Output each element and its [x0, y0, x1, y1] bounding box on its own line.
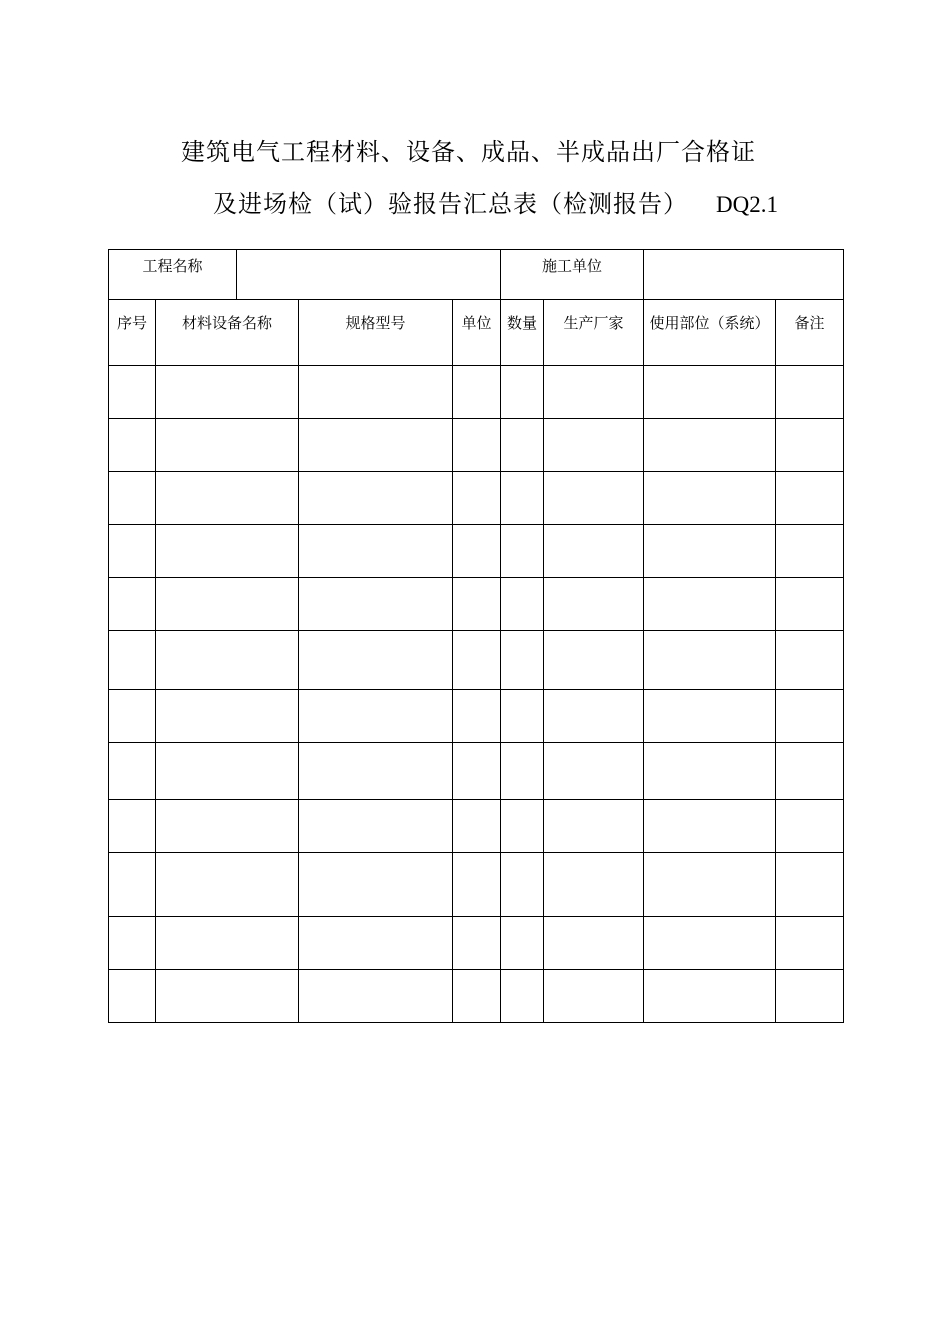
cell-material-name[interactable]	[156, 472, 299, 525]
cell-usage-location[interactable]	[644, 578, 776, 631]
cell-serial[interactable]	[109, 525, 156, 578]
cell-specification[interactable]	[299, 970, 453, 1023]
cell-remarks[interactable]	[776, 970, 844, 1023]
info-row	[109, 250, 844, 300]
construction-unit-label-cell	[501, 250, 644, 300]
table-row	[109, 917, 844, 970]
cell-quantity[interactable]	[501, 631, 544, 690]
cell-quantity[interactable]	[501, 419, 544, 472]
cell-unit[interactable]	[453, 366, 501, 419]
column-header	[156, 300, 299, 366]
cell-remarks[interactable]	[776, 631, 844, 690]
cell-manufacturer[interactable]	[544, 743, 644, 800]
cell-usage-location[interactable]	[644, 472, 776, 525]
cell-unit[interactable]	[453, 578, 501, 631]
cell-quantity[interactable]	[501, 743, 544, 800]
table-row	[109, 578, 844, 631]
cell-remarks[interactable]	[776, 472, 844, 525]
table-row	[109, 690, 844, 743]
cell-material-name[interactable]	[156, 578, 299, 631]
cell-quantity[interactable]	[501, 578, 544, 631]
cell-specification[interactable]	[299, 578, 453, 631]
project-name-value	[237, 250, 500, 255]
cell-material-name[interactable]	[156, 690, 299, 743]
cell-serial[interactable]	[109, 631, 156, 690]
cell-serial[interactable]	[109, 419, 156, 472]
cell-unit[interactable]	[453, 743, 501, 800]
table-row	[109, 800, 844, 853]
cell-serial[interactable]	[109, 970, 156, 1023]
cell-specification[interactable]	[299, 419, 453, 472]
construction-unit-field[interactable]	[644, 250, 844, 300]
cell-serial[interactable]	[109, 578, 156, 631]
document-title-line-1: 建筑电气工程材料、设备、成品、半成品出厂合格证	[181, 138, 756, 166]
cell-specification[interactable]	[299, 800, 453, 853]
cell-serial[interactable]	[109, 366, 156, 419]
table-row	[109, 366, 844, 419]
table-row	[109, 743, 844, 800]
cell-material-name[interactable]	[156, 800, 299, 853]
cell-remarks[interactable]	[776, 800, 844, 853]
cell-usage-location[interactable]	[644, 917, 776, 970]
column-header	[109, 300, 156, 366]
cell-specification[interactable]	[299, 366, 453, 419]
table-row	[109, 631, 844, 690]
cell-quantity[interactable]	[501, 472, 544, 525]
cell-manufacturer[interactable]	[544, 366, 644, 419]
cell-remarks[interactable]	[776, 366, 844, 419]
cell-quantity[interactable]	[501, 690, 544, 743]
cell-usage-location[interactable]	[644, 800, 776, 853]
cell-specification[interactable]	[299, 472, 453, 525]
cell-unit[interactable]	[453, 525, 501, 578]
cell-usage-location[interactable]	[644, 690, 776, 743]
cell-quantity[interactable]	[501, 917, 544, 970]
cell-manufacturer[interactable]	[544, 970, 644, 1023]
column-header	[453, 300, 501, 366]
cell-material-name[interactable]	[156, 853, 299, 917]
cell-quantity[interactable]	[501, 853, 544, 917]
construction-unit-label: 施工单位	[542, 257, 603, 275]
column-header	[544, 300, 644, 366]
cell-manufacturer[interactable]	[544, 800, 644, 853]
column-header-row	[109, 300, 844, 366]
cell-usage-location[interactable]	[644, 525, 776, 578]
cell-material-name[interactable]	[156, 917, 299, 970]
cell-quantity[interactable]	[501, 366, 544, 419]
cell-usage-location[interactable]	[644, 970, 776, 1023]
cell-remarks[interactable]	[776, 578, 844, 631]
document-title-line-2	[213, 184, 778, 219]
cell-unit[interactable]	[453, 970, 501, 1023]
cell-unit[interactable]	[453, 631, 501, 690]
table-row	[109, 472, 844, 525]
cell-manufacturer[interactable]	[544, 578, 644, 631]
column-header-usage-location: 使用部位（系统）	[649, 314, 770, 332]
cell-remarks[interactable]	[776, 690, 844, 743]
cell-unit[interactable]	[453, 853, 501, 917]
cell-unit[interactable]	[453, 690, 501, 743]
table-row	[109, 853, 844, 917]
cell-quantity[interactable]	[501, 525, 544, 578]
column-header	[776, 300, 844, 366]
cell-manufacturer[interactable]	[544, 853, 644, 917]
construction-unit-value	[644, 250, 843, 255]
form-code: DQ2.1	[716, 192, 778, 217]
column-header	[644, 300, 776, 366]
column-header-quantity: 数量	[507, 314, 538, 332]
cell-unit[interactable]	[453, 917, 501, 970]
cell-material-name[interactable]	[156, 525, 299, 578]
table-row	[109, 525, 844, 578]
cell-manufacturer[interactable]	[544, 472, 644, 525]
column-header-specification: 规格型号	[345, 314, 406, 332]
cell-material-name[interactable]	[156, 419, 299, 472]
cell-serial[interactable]	[109, 800, 156, 853]
cell-quantity[interactable]	[501, 800, 544, 853]
project-name-field[interactable]	[237, 250, 501, 300]
cell-manufacturer[interactable]	[544, 917, 644, 970]
cell-specification[interactable]	[299, 853, 453, 917]
cell-manufacturer[interactable]	[544, 525, 644, 578]
cell-material-name[interactable]	[156, 743, 299, 800]
cell-material-name[interactable]	[156, 970, 299, 1023]
cell-serial[interactable]	[109, 690, 156, 743]
cell-quantity[interactable]	[501, 970, 544, 1023]
cell-specification[interactable]	[299, 631, 453, 690]
cell-usage-location[interactable]	[644, 366, 776, 419]
cell-material-name[interactable]	[156, 366, 299, 419]
document-title-line-2-text: 及进场检（试）验报告汇总表（检测报告）	[213, 190, 688, 218]
cell-remarks[interactable]	[776, 743, 844, 800]
cell-serial[interactable]	[109, 472, 156, 525]
cell-usage-location[interactable]	[644, 853, 776, 917]
cell-remarks[interactable]	[776, 853, 844, 917]
column-header	[501, 300, 544, 366]
cell-material-name[interactable]	[156, 631, 299, 690]
cell-manufacturer[interactable]	[544, 631, 644, 690]
table-row	[109, 970, 844, 1023]
column-header-remarks: 备注	[794, 314, 825, 332]
cell-remarks[interactable]	[776, 525, 844, 578]
summary-table	[108, 249, 844, 1023]
cell-manufacturer[interactable]	[544, 419, 644, 472]
cell-remarks[interactable]	[776, 419, 844, 472]
cell-usage-location[interactable]	[644, 419, 776, 472]
cell-serial[interactable]	[109, 743, 156, 800]
cell-usage-location[interactable]	[644, 631, 776, 690]
column-header	[299, 300, 453, 366]
cell-usage-location[interactable]	[644, 743, 776, 800]
column-header-material-name: 材料设备名称	[182, 314, 273, 332]
cell-unit[interactable]	[453, 419, 501, 472]
cell-remarks[interactable]	[776, 917, 844, 970]
column-header-serial: 序号	[116, 314, 147, 332]
column-header-manufacturer: 生产厂家	[563, 314, 624, 332]
cell-specification[interactable]	[299, 690, 453, 743]
cell-specification[interactable]	[299, 525, 453, 578]
project-name-label-cell	[109, 250, 237, 300]
cell-serial[interactable]	[109, 853, 156, 917]
cell-unit[interactable]	[453, 800, 501, 853]
table-row	[109, 419, 844, 472]
cell-unit[interactable]	[453, 472, 501, 525]
cell-specification[interactable]	[299, 743, 453, 800]
cell-manufacturer[interactable]	[544, 690, 644, 743]
column-header-unit: 单位	[461, 314, 492, 332]
cell-specification[interactable]	[299, 917, 453, 970]
cell-serial[interactable]	[109, 917, 156, 970]
project-name-label: 工程名称	[142, 257, 203, 275]
